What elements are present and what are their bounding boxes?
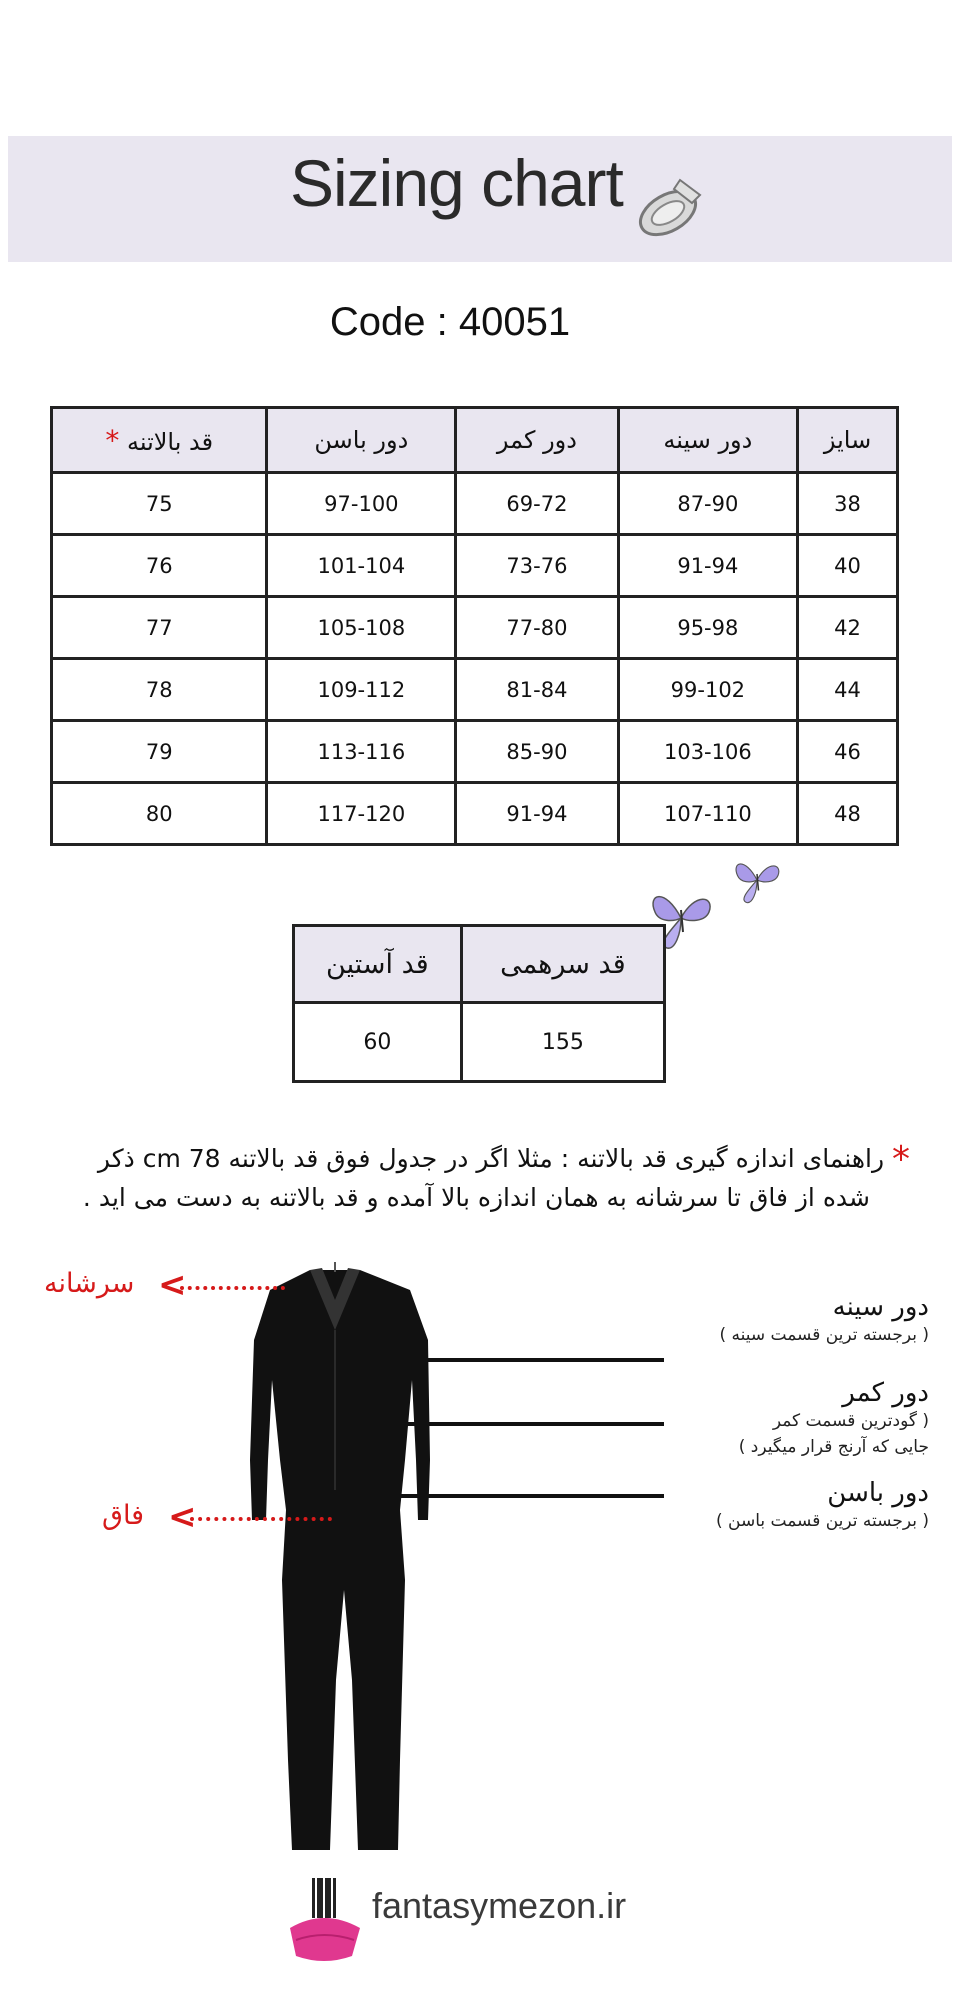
table-cell: 81-84 xyxy=(456,659,618,721)
shoulder-arrow xyxy=(180,1286,285,1290)
waist-label xyxy=(739,1378,929,1460)
table-cell: 60 xyxy=(294,1003,462,1082)
note-asterisk: * xyxy=(892,1139,910,1180)
waist-title: دور کمر xyxy=(842,1378,929,1408)
length-table-header xyxy=(294,926,665,1003)
shoulder-arrowhead: < xyxy=(158,1265,187,1305)
note-line-1 xyxy=(40,1140,910,1179)
table-cell: 38 xyxy=(798,473,898,535)
table-cell: 77-80 xyxy=(456,597,618,659)
hip-title: دور باسن xyxy=(827,1478,929,1508)
table-cell: 91-94 xyxy=(618,535,797,597)
table-row xyxy=(52,597,898,659)
header-waist: دور کمر xyxy=(456,408,618,473)
length-table xyxy=(292,924,666,1083)
table-row xyxy=(52,659,898,721)
asterisk-mark: * xyxy=(105,423,120,457)
note-line-2: شده از فاق تا سرشانه به همان اندازه بالا آمده و قد بالاتنه به دست می اید . xyxy=(82,1183,870,1212)
header-torso xyxy=(52,408,267,473)
measuring-tape-icon xyxy=(630,165,710,245)
butterfly-icon xyxy=(730,853,784,907)
size-table xyxy=(50,406,899,846)
table-row xyxy=(52,721,898,783)
header-chest: دور سینه xyxy=(618,408,797,473)
table-cell: 105-108 xyxy=(267,597,456,659)
chest-line xyxy=(378,1358,664,1362)
table-cell: 87-90 xyxy=(618,473,797,535)
table-cell: 40 xyxy=(798,535,898,597)
table-cell: 117-120 xyxy=(267,783,456,845)
header-total-length: قد سرهمی xyxy=(461,926,664,1003)
hip-line xyxy=(378,1494,664,1498)
table-cell: 95-98 xyxy=(618,597,797,659)
crotch-arrowhead: < xyxy=(168,1497,197,1537)
table-cell: 69-72 xyxy=(456,473,618,535)
shoulder-label: سرشانه xyxy=(44,1268,135,1299)
size-table-header xyxy=(52,408,898,473)
crotch-label: فاق xyxy=(102,1500,145,1531)
chest-sub: ( برجسته ترین قسمت سینه ) xyxy=(719,1325,929,1345)
table-cell: 77 xyxy=(52,597,267,659)
brand-name: fantasymezon.ir xyxy=(372,1885,627,1926)
table-row xyxy=(52,535,898,597)
table-row xyxy=(52,473,898,535)
table-cell: 75 xyxy=(52,473,267,535)
chest-title: دور سینه xyxy=(832,1292,929,1322)
table-cell: 42 xyxy=(798,597,898,659)
table-cell: 107-110 xyxy=(618,783,797,845)
header-size: سایز xyxy=(798,408,898,473)
table-cell: 44 xyxy=(798,659,898,721)
waist-line xyxy=(378,1422,664,1426)
table-cell: 101-104 xyxy=(267,535,456,597)
hip-label xyxy=(716,1478,929,1534)
waist-sub-2: جایی که آرنج قرار میگیرد ) xyxy=(738,1437,929,1457)
table-row xyxy=(294,1003,665,1082)
table-cell: 155 xyxy=(461,1003,664,1082)
table-cell: 85-90 xyxy=(456,721,618,783)
header-hip: دور باسن xyxy=(267,408,456,473)
waist-sub-1: ( گودترین قسمت کمر xyxy=(772,1411,929,1431)
table-cell: 78 xyxy=(52,659,267,721)
table-cell: 46 xyxy=(798,721,898,783)
table-cell: 79 xyxy=(52,721,267,783)
note-text-1: راهنمای اندازه گیری قد بالاتنه : مثلا اگر در جدول فوق قد بالاتنه 78 cm ذکر xyxy=(97,1144,885,1173)
header-sleeve-length: قد آستین xyxy=(294,926,462,1003)
table-cell: 73-76 xyxy=(456,535,618,597)
table-cell: 97-100 xyxy=(267,473,456,535)
table-cell: 91-94 xyxy=(456,783,618,845)
measurement-note xyxy=(40,1140,910,1217)
table-cell: 109-112 xyxy=(267,659,456,721)
table-cell: 48 xyxy=(798,783,898,845)
table-row xyxy=(52,783,898,845)
table-cell: 103-106 xyxy=(618,721,797,783)
header-torso-label: قد بالاتنه xyxy=(126,427,214,456)
page-title: Sizing chart xyxy=(290,146,623,220)
table-cell: 80 xyxy=(52,783,267,845)
table-cell: 99-102 xyxy=(618,659,797,721)
hip-sub: ( برجسته ترین قسمت باسن ) xyxy=(715,1511,929,1531)
product-code: Code : 40051 xyxy=(329,300,571,344)
chest-label xyxy=(719,1292,929,1348)
brand-logo-icon xyxy=(282,1870,367,1965)
table-cell: 113-116 xyxy=(267,721,456,783)
jumpsuit-illustration xyxy=(240,1260,440,1860)
crotch-arrow xyxy=(190,1517,332,1521)
table-cell: 76 xyxy=(52,535,267,597)
